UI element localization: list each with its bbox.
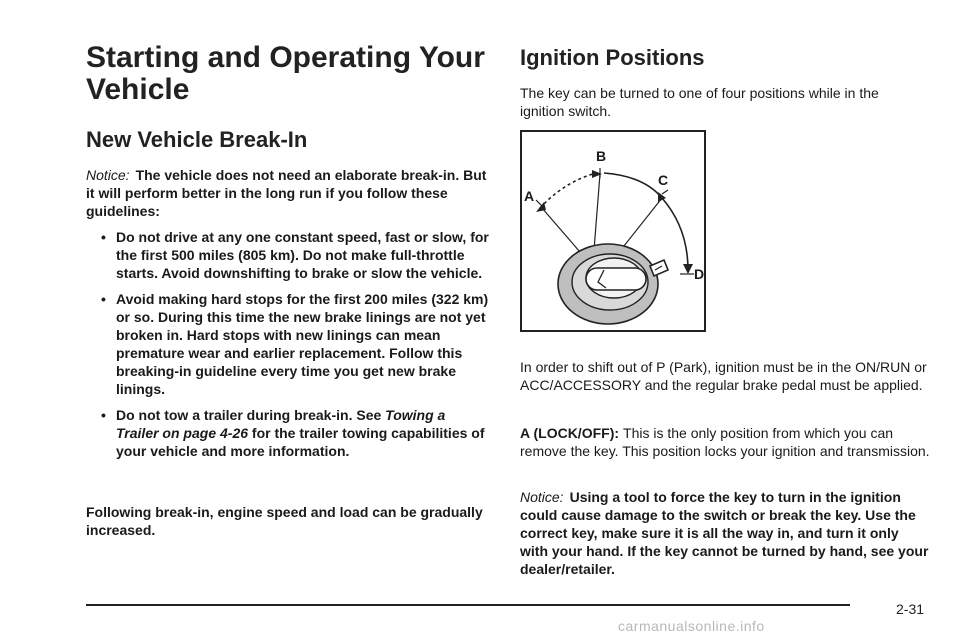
footer-divider [86,604,850,606]
position-b-label: B [596,148,607,164]
guideline-list [86,228,490,468]
ignition-intro: The key can be turned to one of four positions while in the ignition switch. [520,85,879,119]
bullet-icon: • [101,291,106,307]
list-item [86,290,490,398]
list-item-text: Do not drive at any one constant speed, fast or slow, for the first 500 miles (805 km). Do not make full-throttle starts. Avoid downshifting to brake or slow the vehicle. [116,229,489,281]
page-number: 2-31 [896,601,925,617]
following-break-in-text: Following break-in, engine speed and load can be gradually increased. [86,504,483,538]
list-item-text-pre: Do not tow a trailer during break-in. See [116,407,382,423]
section-title: Starting and Operating Your Vehicle [86,41,485,106]
list-item-text-post: for the trailer towing capabilities of your vehicle and more information. [116,425,485,459]
list-item [86,406,490,460]
pointer-b [594,174,600,250]
position-c-label: C [658,172,669,188]
arc-a-b [540,173,596,208]
towing-reference-link[interactable]: Towing a Trailer on page 4-26 [116,407,446,441]
break-in-notice [86,166,490,220]
ignition-heading: Ignition Positions [520,45,705,70]
notice-text: The vehicle does not need an elaborate break-in. But it will perform better in the long run if you follow these guidelines: [86,167,487,219]
ignition-notice [520,488,930,578]
shift-text: In order to shift out of P (Park), ignition must be in the ON/RUN or ACC/ACCESSORY and the regular brake pedal must be applied. [520,359,927,393]
arrow-d-icon [683,264,693,274]
ignition-switch-illustration [522,132,708,334]
key-slot-icon [586,268,646,290]
break-in-heading: New Vehicle Break-In [86,127,308,152]
pointer-a [542,208,580,252]
bullet-icon: • [101,229,106,245]
bullet-icon: • [101,407,106,423]
lock-off-term: A (LOCK/OFF): [520,425,620,441]
lock-off-text: This is the only position from which you can remove the key. This position locks your ignition and transmission. [520,425,930,459]
notice-label: Notice: [520,489,564,505]
position-d-label: D [694,266,705,282]
watermark: carmanualsonline.info [618,618,765,634]
list-item-text: Avoid making hard stops for the first 200 miles (322 km) or so. During this time the new brake linings are not yet broken in. Hard stops with new linings can mean premature wear and earlier replacement. Follow this breaking-in guideline every time you get new brake linings. [116,291,489,397]
position-a-label: A [524,188,535,204]
ignition-diagram [520,130,706,332]
notice-text: Using a tool to force the key to turn in the ignition could cause damage to the switch or break the key. Use the correct key, make sure it is all the way in, and turn it only with your hand. If the key cannot be turned by hand, see your dealer/retailer. [520,489,929,577]
list-item [86,228,490,282]
lock-off-paragraph [520,424,930,460]
notice-label: Notice: [86,167,130,183]
